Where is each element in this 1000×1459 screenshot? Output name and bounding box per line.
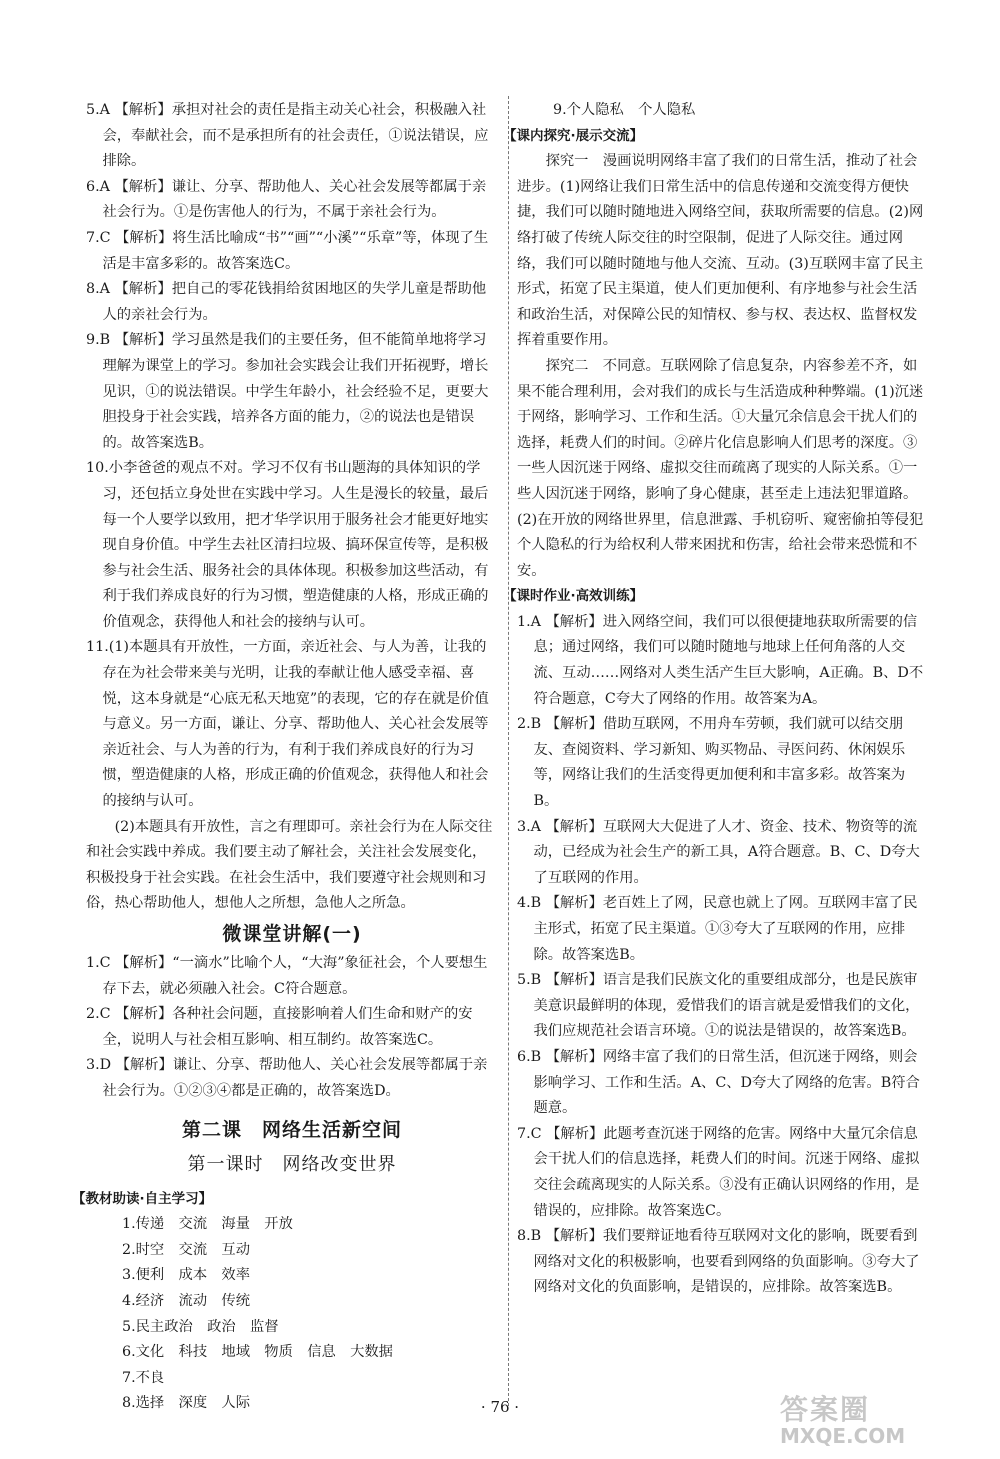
homework-item-7: 7.C 【解析】此题考查沉迷于网络的危害。网络中大量冗余信息会干扰人们的信息选择，耗费人们的时间。沉迷于网络、虚拟交往会疏离现实的人际关系。③没有正确认识网络的作用，是错误的，应排除。故答案选C。 <box>517 1125 920 1219</box>
fill-answer-3: 3.便利 成本 效率 <box>122 1267 251 1284</box>
page-number: · 76 · <box>480 1398 520 1416</box>
fill-answer-2: 2.时空 交流 互动 <box>122 1241 251 1258</box>
watermark-logo <box>780 1388 980 1454</box>
explore-two: 探究二 不同意。互联网除了信息复杂，内容参差不齐，如果不能合理利用，会对我们的成长与生活造成种种弊端。(1)沉迷于网络，影响学习、工作和生活。①大量冗余信息会干扰人们的选择，耗费人们的时间。②碎片化信息影响人们思考的深度。③一些人因沉迷于网络、虚拟交往而疏离了现实的人际关系。①一些人因沉迷于网络，影响了身心健康，甚至走上违法犯罪道路。(2)在开放的网络世界里，信息泄露、手机窃听、窥密偷拍等侵犯个人隐私的行为给权利人带来困扰和伤害，给社会带来恐慌和不安。 <box>517 357 924 579</box>
right-column <box>503 98 929 1301</box>
answer-item-5: 5.A 【解析】承担对社会的责任是指主动关心社会，积极融入社会，奉献社会，而不是承担所有的社会责任，①说法错误，应排除。 <box>86 102 489 170</box>
section-heading: 微课堂讲解(一) <box>222 923 362 945</box>
micro-item-3: 3.D 【解析】谦让、分享、帮助他人、关心社会发展等都属于亲社会行为。①②③④都是正确的，故答案选D。 <box>86 1057 488 1099</box>
fill-answer-4: 4.经济 流动 传统 <box>122 1292 251 1309</box>
homework-item-1: 1.A 【解析】进入网络空间，我们可以很便捷地获取所需要的信息；通过网络，我们可以随时随地与地球上任何角落的人交流、互动……网络对人类生活产生巨大影响，A正确。B、D不符合题意，C夸大了网络的作用。故答案为A。 <box>517 613 924 707</box>
fill-answer-6: 6.文化 科技 地域 物质 信息 大数据 <box>122 1344 393 1361</box>
period-heading: 第一课时 网络改变世界 <box>187 1153 397 1175</box>
micro-item-1: 1.C 【解析】“一滴水”比喻个人，“大海”象征社会，个人要想生存下去，就必须融入社会。C符合题意。 <box>86 955 488 997</box>
fill-answer-1: 1.传递 交流 海量 开放 <box>122 1216 293 1233</box>
homework-item-2: 2.B 【解析】借助互联网，不用舟车劳顿，我们就可以结交朋友、查阅资料、学习新知、购买物品、寻医问药、休闲娱乐等，网络让我们的生活变得更加便利和丰富多彩。故答案为B。 <box>517 716 906 810</box>
homework-section-label: 【课时作业·高效训练】 <box>503 588 644 605</box>
answer-item-8: 8.A 【解析】把自己的零花钱捐给贫困地区的失学儿童是帮助他人的亲社会行为。 <box>86 281 487 323</box>
micro-item-2: 2.C 【解析】各种社会问题，直接影响着人们生命和财产的安全，说明人与社会相互影响、相互制约。故答案选C。 <box>86 1006 473 1048</box>
answer-item-6: 6.A 【解析】谦让、分享、帮助他人、关心社会发展等都属于亲社会行为。①是伤害他人的行为，不属于亲社会行为。 <box>86 178 487 221</box>
left-column <box>72 98 498 1417</box>
explore-section-label: 【课内探究·展示交流】 <box>503 127 644 144</box>
column-divider <box>508 96 509 1406</box>
homework-item-6: 6.B 【解析】网络丰富了我们的日常生活，但沉迷于网络，则会影响学习、工作和生活。A、C、D夸大了网络的危害。B符合题意。 <box>517 1048 920 1117</box>
answer-item-10: 10.小李爸爸的观点不对。学习不仅有书山题海的具体知识的学习，还包括立身处世在实践中学习。人生是漫长的较量，最后每一个人要学以致用，把才华学识用于服务社会才能更好地实现自身价值。中学生去社区清扫垃圾、搞环保宣传等，是积极参与社会生活、服务社会的具体体现。积极参加这些活动，有利于我们养成良好的行为习惯，塑造健康的人格，形成正确的价值观念，获得他人和社会的接纳与认可。 <box>86 460 489 630</box>
homework-item-8: 8.B 【解析】我们要辩证地看待互联网对文化的影响，既要看到网络对文化的积极影响，也要看到网络的负面影响。③夸大了网络对文化的负面影响，是错误的，应排除。故答案选B。 <box>517 1228 920 1296</box>
fill-answer-8: 8.选择 深度 人际 <box>122 1395 251 1412</box>
answer-item-11-part1: 11.(1)本题具有开放性，一方面，亲近社会、与人为善，让我的存在为社会带来美与光明，让我的奉献让他人感受幸福、喜悦，这本身就是“心底无私天地宽”的表现，它的存在就是价值与意义。另一方面，谦让、分享、帮助他人、关心社会发展等亲近社会、与人为善的行为，有利于我们养成良好的行为习惯，塑造健康的人格，形成正确的价值观念，获得他人和社会的接纳与认可。 <box>86 639 489 810</box>
answer-item-9: 9.B 【解析】学习虽然是我们的主要任务，但不能简单地将学习理解为课堂上的学习。参加社会实践会让我们开拓视野，增长见识，①的说法错误。中学生年龄小，社会经验不足，更要大胆投身于社会实践，培养各方面的能力，②的说法也是错误的。故答案选B。 <box>86 332 489 451</box>
homework-item-4: 4.B 【解析】老百姓上了网，民意也就上了网。互联网丰富了民主形式，拓宽了民主渠道。①③夸大了互联网的作用，应排除。故答案选B。 <box>517 895 918 963</box>
lesson-heading: 第二课 网络生活新空间 <box>181 1118 402 1141</box>
homework-item-5: 5.B 【解析】语言是我们民族文化的重要组成部分，也是民族审美意识最鲜明的体现，爱惜我们的语言就是爱惜我们的文化，我们应规范社会语言环境。①的说法是错误的，故答案选B。 <box>517 972 920 1040</box>
fill-answer-9: 9.个人隐私 个人隐私 <box>553 102 696 118</box>
watermark-text-bottom: MXQE.COM <box>780 1424 906 1448</box>
study-section-label: 【教材助读·自主学习】 <box>72 1190 213 1207</box>
explore-one: 探究一 漫画说明网络丰富了我们的日常生活，推动了社会进步。(1)网络让我们日常生活中的信息传递和交流变得方便快捷，我们可以随时随地进入网络空间，获取所需要的信息。(2)网络打破了传统人际交往的时空限制，促进了人际交往。通过网络，我们可以随时随地与他人交流、互动。(3)互联网丰富了民主形式，拓宽了民主渠道，使人们更加便利、有序地参与社会生活和政治生活，对保障公民的知情权、参与权、表达权、监督权发挥着重要作用。 <box>517 153 924 349</box>
homework-item-3: 3.A 【解析】互联网大大促进了人才、资金、技术、物资等的流动，已经成为社会生产的新工具，A符合题意。B、C、D夸大了互联网的作用。 <box>517 818 920 886</box>
fill-answer-7: 7.不良 <box>122 1369 165 1386</box>
answer-item-7: 7.C 【解析】将生活比喻成“书”“画”“小溪”“乐章”等，体现了生活是丰富多彩的。故答案选C。 <box>86 229 489 272</box>
fill-answer-5: 5.民主政治 政治 监督 <box>122 1318 279 1335</box>
watermark-text-top: 答案圈 <box>780 1393 871 1426</box>
answer-item-11-part2: (2)本题具有开放性，言之有理即可。亲社会行为在人际交往和社会实践中养成。我们要主动了解社会，关注社会发展变化，积极投身于社会实践。在社会生活中，我们要遵守社会规则和习俗，热心帮助他人，想他人之所想，急他人之所急。 <box>86 818 493 912</box>
